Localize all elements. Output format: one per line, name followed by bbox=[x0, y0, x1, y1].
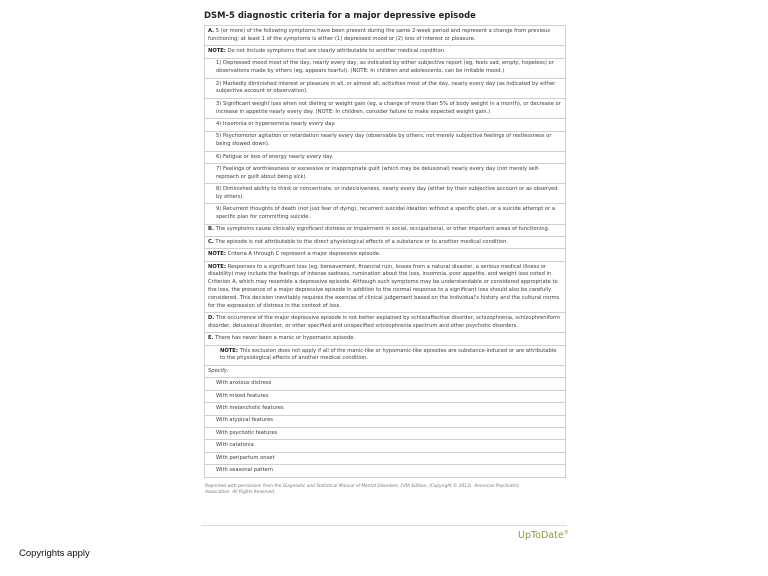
criteria-row bbox=[205, 78, 566, 98]
specify-row bbox=[205, 365, 566, 377]
specify-cell bbox=[205, 365, 566, 377]
criterion-text: 5) Psychomotor agitation or retardation nearly every day (observable by others, not merely subjective feelings of restlessness or being slowed down). bbox=[216, 133, 552, 148]
criteria-cell bbox=[205, 237, 566, 249]
criterion-lead: NOTE: bbox=[208, 47, 226, 54]
criteria-row bbox=[205, 333, 566, 345]
specifier-item: With peripartum onset bbox=[205, 452, 566, 464]
criterion-text: The symptoms cause clinically significant distress or impairment in social, occupational, or other important areas of functioning. bbox=[213, 226, 550, 233]
criteria-row bbox=[205, 46, 566, 58]
criterion-lead: NOTE: bbox=[220, 347, 238, 354]
specifier-item: With atypical features bbox=[205, 415, 566, 427]
brand-registered-mark: ® bbox=[563, 530, 569, 536]
criterion-lead: NOTE: bbox=[208, 251, 226, 258]
specifier-row bbox=[205, 403, 566, 415]
criteria-row bbox=[205, 58, 566, 78]
criteria-row bbox=[205, 151, 566, 163]
criteria-cell bbox=[205, 131, 566, 151]
specifier-row bbox=[205, 390, 566, 402]
criterion-text: Criteria A through C represent a major depressive episode. bbox=[225, 251, 381, 258]
specifier-item: With anxious distress bbox=[205, 378, 566, 390]
criteria-cell bbox=[205, 119, 566, 131]
criteria-row bbox=[205, 261, 566, 312]
document-title: DSM-5 diagnostic criteria for a major depressive episode bbox=[204, 10, 476, 20]
criterion-text: Do not include symptoms that are clearly attributable to another medical condition. bbox=[225, 47, 446, 54]
uptodate-logo bbox=[518, 530, 569, 541]
brand-text: UpToDate bbox=[518, 530, 564, 542]
criteria-row bbox=[205, 237, 566, 249]
specifier-row bbox=[205, 440, 566, 452]
criterion-lead: E. bbox=[208, 335, 214, 342]
criterion-lead: C. bbox=[208, 238, 214, 245]
criteria-row bbox=[205, 313, 566, 333]
criteria-cell bbox=[205, 249, 566, 261]
criteria-row bbox=[205, 164, 566, 184]
criterion-text: 2) Markedly diminished interest or pleasure in all, or almost all, activities most of the day, nearly every day (as indicated by either subjective account or observation). bbox=[216, 80, 556, 95]
specify-label: Specify: bbox=[208, 367, 229, 374]
criteria-row bbox=[205, 249, 566, 261]
criteria-cell bbox=[205, 78, 566, 98]
criterion-text: 4) Insomnia or hypersomnia nearly every day. bbox=[216, 120, 336, 127]
criteria-cell bbox=[205, 98, 566, 118]
criterion-text: 6) Fatigue or loss of energy nearly every day. bbox=[216, 153, 334, 160]
specifier-row bbox=[205, 452, 566, 464]
criterion-text: 1) Depressed mood most of the day, nearly every day, as indicated by either subjective report (eg, feels sad, empty, hopeless) or observations made by others (eg, appears tearful). (NOTE: In children and adolescents, can be irritable mood.) bbox=[216, 60, 554, 75]
criterion-lead: A. bbox=[208, 27, 215, 34]
criterion-lead: NOTE: bbox=[208, 263, 226, 270]
specifier-item: With psychotic features bbox=[205, 427, 566, 439]
criteria-document bbox=[201, 8, 567, 497]
criteria-row bbox=[205, 204, 566, 224]
specifier-item: With melancholic features bbox=[205, 403, 566, 415]
criterion-text: 5 (or more) of the following symptoms have been present during the same 2-week period and represent a change from previous functioning; at least 1 of the symptoms is either (1) depressed mood or (2) loss of interest or pleasure. bbox=[208, 27, 551, 42]
specifier-row bbox=[205, 378, 566, 390]
permission-footnote: Reprinted with permission from the Diagnostic and Statistical Manual of Mental Disorders, Fifth Edition, (Copyright © 2013). American Psychiatric Association. All Rights Reserved. bbox=[205, 483, 520, 495]
criteria-cell bbox=[205, 46, 566, 58]
specifier-item: With mixed features bbox=[205, 390, 566, 402]
criteria-row bbox=[205, 119, 566, 131]
criterion-text: The occurrence of the major depressive episode is not better explained by schizoaffective disorder, schizophrenia, schizophreniform disorder, delusional disorder, or other specified and unspecified schizophrenia spectrum and other psychotic disorders. bbox=[208, 315, 561, 329]
specifier-row bbox=[205, 415, 566, 427]
criterion-text: 8) Diminished ability to think or concentrate, or indecisiveness, nearly every day (either by their subjective account or as observed by others). bbox=[216, 186, 558, 200]
copyright-notice: Copyrights apply bbox=[19, 548, 90, 559]
criteria-row bbox=[205, 184, 566, 204]
criteria-cell bbox=[205, 184, 566, 204]
specifier-item: With seasonal pattern bbox=[205, 465, 566, 477]
criteria-row bbox=[205, 26, 566, 46]
criteria-cell bbox=[205, 58, 566, 78]
criterion-text: There has never been a manic or hypomanic episode. bbox=[213, 335, 356, 342]
footer-divider bbox=[201, 525, 567, 526]
specifier-item: With catatonia bbox=[205, 440, 566, 452]
criteria-cell bbox=[205, 164, 566, 184]
criteria-row bbox=[205, 224, 566, 236]
criteria-cell bbox=[205, 333, 566, 345]
criteria-cell bbox=[205, 345, 566, 365]
criterion-text: 9) Recurrent thoughts of death (not just fear of dying), recurrent suicidal ideation without a specific plan, or a suicide attempt or a specific plan for committing suicide. bbox=[216, 206, 556, 221]
criteria-row bbox=[205, 98, 566, 118]
criteria-cell bbox=[205, 26, 566, 46]
criterion-text: 7) Feelings of worthlessness or excessive or inappropriate guilt (which may be delusional) nearly every day (not merely self-reproach or guilt about being sick). bbox=[216, 165, 540, 180]
criteria-table-body bbox=[205, 26, 566, 478]
criterion-text: This exclusion does not apply if all of the manic-like or hypomanic-like episodes are substance-induced or are attributable to the physiological effects of another medical condition. bbox=[220, 347, 557, 362]
criteria-table bbox=[204, 25, 566, 478]
criterion-lead: D. bbox=[208, 315, 215, 322]
criteria-cell bbox=[205, 224, 566, 236]
criteria-cell bbox=[205, 204, 566, 224]
specifier-row bbox=[205, 465, 566, 477]
criteria-cell bbox=[205, 313, 566, 333]
criterion-lead: B. bbox=[208, 226, 214, 233]
criteria-cell bbox=[205, 151, 566, 163]
criterion-text: 3) Significant weight loss when not dieting or weight gain (eg, a change of more than 5% of body weight in a month), or decrease or increase in appetite nearly every day. (NOTE: In children, consider failure to make expected weight gain.) bbox=[216, 100, 561, 115]
criteria-row bbox=[205, 131, 566, 151]
criteria-cell bbox=[205, 261, 566, 312]
criteria-row bbox=[205, 345, 566, 365]
specifier-row bbox=[205, 427, 566, 439]
criterion-text: Responses to a significant loss (eg, bereavement, financial ruin, losses from a natural disaster, a serious medical illness or disability) may include the feelings of intense sadness, rumination about the loss, insomnia, poor appetite, and weight loss noted in Criterion A, which may resemble a depressive episode. Although such symptoms may be understandable or considered appropriate to the loss, the presence of a major depressive episode in addition to the normal response to a significant loss should also be carefully considered. This decision inevitably requires the exercise of clinical judgement based on the individual's history and the cultural norms for the expression of distress in the context of loss. bbox=[208, 263, 560, 309]
criterion-text: The episode is not attributable to the direct physiological effects of a substance or to another medical condition. bbox=[213, 238, 509, 245]
